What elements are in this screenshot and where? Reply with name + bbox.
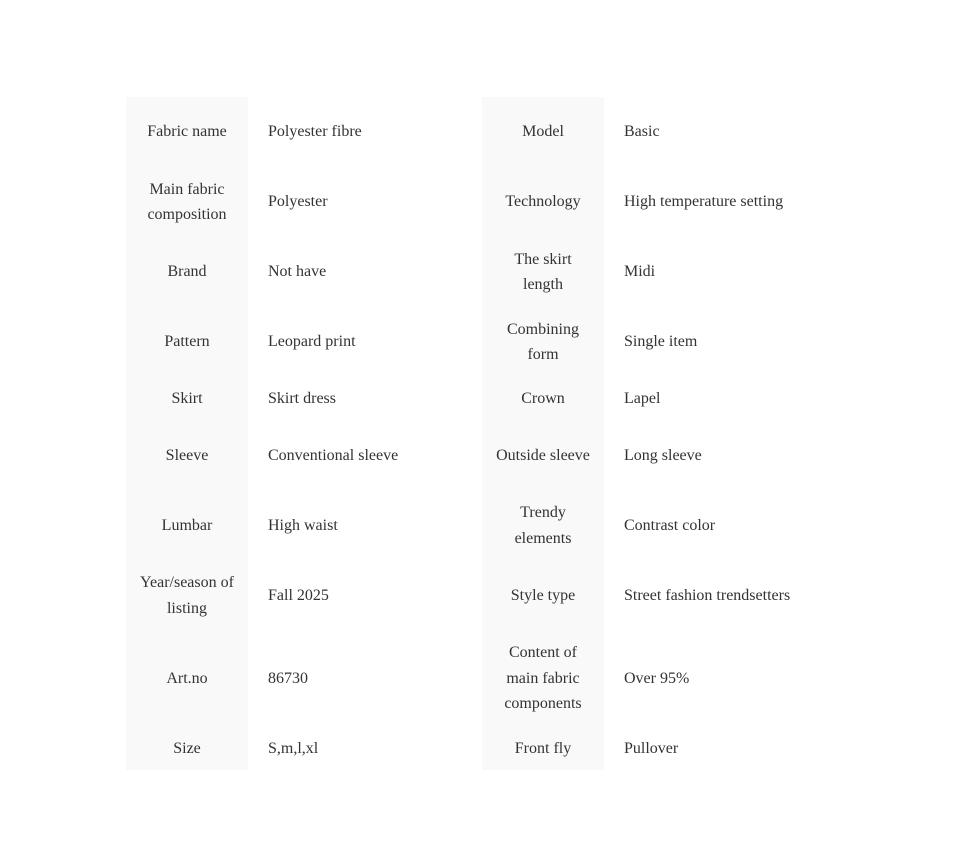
spec-label: Model <box>482 97 604 167</box>
table-row <box>126 727 836 771</box>
spec-label: Skirt <box>126 377 248 421</box>
table-row <box>126 421 836 491</box>
spec-label: Content of main fabric components <box>482 631 604 727</box>
table-row <box>126 491 836 561</box>
spec-label: Combining form <box>482 307 604 377</box>
spec-label: Style type <box>482 561 604 631</box>
spec-label: Year/season of listing <box>126 561 248 631</box>
spec-value: Long sleeve <box>604 421 836 491</box>
spec-value: Pullover <box>604 727 836 771</box>
spec-label: The skirt length <box>482 237 604 307</box>
spec-label: Outside sleeve <box>482 421 604 491</box>
spec-value: Lapel <box>604 377 836 421</box>
spec-value: Contrast color <box>604 491 836 561</box>
spec-value: 86730 <box>248 631 482 727</box>
spec-value: Basic <box>604 97 836 167</box>
spec-label: Trendy elements <box>482 491 604 561</box>
spec-label: Front fly <box>482 727 604 771</box>
spec-value: High temperature setting <box>604 167 836 237</box>
spec-label: Size <box>126 727 248 771</box>
spec-value: Single item <box>604 307 836 377</box>
spec-label: Main fabric composition <box>126 167 248 237</box>
table-row <box>126 237 836 307</box>
spec-label: Technology <box>482 167 604 237</box>
table-row <box>126 97 836 167</box>
spec-value: Not have <box>248 237 482 307</box>
spec-value: Midi <box>604 237 836 307</box>
spec-label: Lumbar <box>126 491 248 561</box>
product-spec-table <box>126 97 836 770</box>
spec-value: Fall 2025 <box>248 561 482 631</box>
spec-label: Sleeve <box>126 421 248 491</box>
table-row <box>126 377 836 421</box>
spec-label: Pattern <box>126 307 248 377</box>
table-row <box>126 561 836 631</box>
spec-value: Polyester <box>248 167 482 237</box>
spec-value: Leopard print <box>248 307 482 377</box>
spec-value: Polyester fibre <box>248 97 482 167</box>
spec-value: Street fashion trendsetters <box>604 561 836 631</box>
spec-value: High waist <box>248 491 482 561</box>
spec-value: Over 95% <box>604 631 836 727</box>
spec-value: S,m,l,xl <box>248 727 482 771</box>
table-row <box>126 307 836 377</box>
table-row <box>126 167 836 237</box>
table-row <box>126 631 836 727</box>
spec-value: Skirt dress <box>248 377 482 421</box>
spec-value: Conventional sleeve <box>248 421 482 491</box>
spec-label: Crown <box>482 377 604 421</box>
spec-label: Art.no <box>126 631 248 727</box>
spec-label: Brand <box>126 237 248 307</box>
spec-label: Fabric name <box>126 97 248 167</box>
